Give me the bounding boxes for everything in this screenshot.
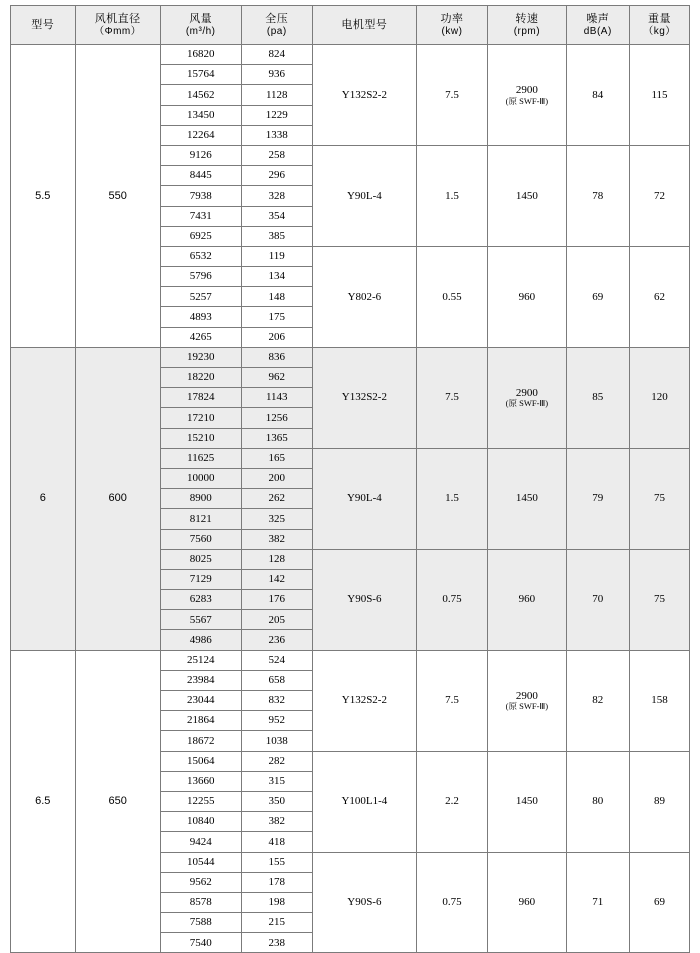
cell-air-flow: 25124 [160, 650, 241, 670]
cell-air-flow: 15064 [160, 751, 241, 771]
cell-total-pressure: 936 [241, 65, 312, 85]
column-header-title: 全压 [265, 12, 289, 25]
cell-noise: 69 [566, 246, 629, 347]
cell-air-flow: 10000 [160, 468, 241, 488]
column-header-title: 功率 [440, 12, 464, 25]
column-header-unit: （kg） [643, 25, 676, 37]
cell-total-pressure: 128 [241, 549, 312, 569]
cell-air-flow: 8121 [160, 509, 241, 529]
cell-total-pressure: 328 [241, 186, 312, 206]
cell-total-pressure: 165 [241, 448, 312, 468]
table-row [11, 650, 690, 670]
cell-air-flow: 13660 [160, 771, 241, 791]
cell-total-pressure: 155 [241, 852, 312, 872]
cell-weight: 75 [629, 549, 689, 650]
cell-total-pressure: 382 [241, 812, 312, 832]
column-header [11, 6, 76, 45]
cell-power: 7.5 [416, 347, 487, 448]
cell-diameter: 600 [75, 347, 160, 650]
cell-power: 1.5 [416, 145, 487, 246]
cell-air-flow: 8578 [160, 892, 241, 912]
cell-power: 0.75 [416, 852, 487, 953]
cell-total-pressure: 262 [241, 489, 312, 509]
cell-motor-model: Y802-6 [313, 246, 417, 347]
cell-noise: 79 [566, 448, 629, 549]
cell-total-pressure: 382 [241, 529, 312, 549]
cell-rotation-speed [488, 45, 566, 146]
cell-air-flow: 13450 [160, 105, 241, 125]
table-row [11, 347, 690, 367]
cell-air-flow: 16820 [160, 45, 241, 65]
cell-air-flow: 7938 [160, 186, 241, 206]
cell-air-flow: 5796 [160, 267, 241, 287]
cell-air-flow: 9562 [160, 872, 241, 892]
cell-air-flow: 6532 [160, 246, 241, 266]
rpm-value: 1450 [515, 189, 538, 202]
cell-total-pressure: 385 [241, 226, 312, 246]
cell-total-pressure: 200 [241, 468, 312, 488]
cell-total-pressure: 824 [241, 45, 312, 65]
cell-motor-model: Y100L1-4 [313, 751, 417, 852]
column-header-unit: (rpm) [513, 25, 541, 37]
cell-total-pressure: 206 [241, 327, 312, 347]
column-header [75, 6, 160, 45]
cell-rotation-speed [488, 347, 566, 448]
cell-motor-model: Y90S-6 [313, 852, 417, 953]
cell-total-pressure: 832 [241, 691, 312, 711]
cell-air-flow: 19230 [160, 347, 241, 367]
cell-diameter: 550 [75, 45, 160, 348]
rpm-value: 960 [518, 290, 536, 303]
rpm-value: 1450 [515, 795, 538, 808]
cell-motor-model: Y90L-4 [313, 145, 417, 246]
column-header-title: 风机直径 [94, 12, 141, 25]
cell-total-pressure: 350 [241, 791, 312, 811]
cell-air-flow: 12264 [160, 125, 241, 145]
cell-air-flow: 4893 [160, 307, 241, 327]
cell-motor-model: Y90L-4 [313, 448, 417, 549]
cell-total-pressure: 1143 [241, 388, 312, 408]
cell-total-pressure: 315 [241, 771, 312, 791]
cell-power: 7.5 [416, 650, 487, 751]
column-header-title: 风量 [189, 12, 213, 25]
cell-air-flow: 7129 [160, 569, 241, 589]
cell-model: 5.5 [11, 45, 76, 348]
cell-weight: 89 [629, 751, 689, 852]
cell-air-flow: 6925 [160, 226, 241, 246]
header-row [11, 6, 690, 45]
rpm-note: (原 SWF-Ⅲ) [505, 701, 549, 712]
cell-air-flow: 8445 [160, 166, 241, 186]
fan-specification-table [10, 5, 690, 953]
cell-weight: 158 [629, 650, 689, 751]
cell-total-pressure: 148 [241, 287, 312, 307]
cell-total-pressure: 1365 [241, 428, 312, 448]
rpm-value: 1450 [515, 492, 538, 505]
cell-air-flow: 10544 [160, 852, 241, 872]
column-header-unit: （Φmm） [94, 25, 142, 37]
cell-total-pressure: 1128 [241, 85, 312, 105]
cell-power: 2.2 [416, 751, 487, 852]
cell-weight: 120 [629, 347, 689, 448]
column-header [160, 6, 241, 45]
cell-rotation-speed [488, 852, 566, 953]
cell-total-pressure: 524 [241, 650, 312, 670]
cell-noise: 71 [566, 852, 629, 953]
cell-weight: 72 [629, 145, 689, 246]
cell-total-pressure: 215 [241, 913, 312, 933]
column-header-unit: (m³/h) [185, 25, 216, 37]
cell-total-pressure: 238 [241, 933, 312, 953]
cell-weight: 69 [629, 852, 689, 953]
cell-total-pressure: 176 [241, 590, 312, 610]
cell-air-flow: 18672 [160, 731, 241, 751]
cell-air-flow: 21864 [160, 711, 241, 731]
cell-total-pressure: 658 [241, 670, 312, 690]
cell-rotation-speed [488, 448, 566, 549]
cell-total-pressure: 282 [241, 751, 312, 771]
cell-motor-model: Y132S2-2 [313, 45, 417, 146]
cell-air-flow: 15764 [160, 65, 241, 85]
column-header-unit: (kw) [441, 25, 463, 37]
cell-air-flow: 7431 [160, 206, 241, 226]
cell-total-pressure: 1038 [241, 731, 312, 751]
rpm-value: 2900 [515, 386, 538, 399]
cell-noise: 82 [566, 650, 629, 751]
cell-air-flow: 7588 [160, 913, 241, 933]
cell-air-flow: 4265 [160, 327, 241, 347]
cell-air-flow: 9424 [160, 832, 241, 852]
cell-air-flow: 6283 [160, 590, 241, 610]
column-header-title: 转速 [515, 12, 539, 25]
cell-weight: 75 [629, 448, 689, 549]
cell-air-flow: 18220 [160, 368, 241, 388]
cell-total-pressure: 142 [241, 569, 312, 589]
column-header [241, 6, 312, 45]
cell-motor-model: Y132S2-2 [313, 347, 417, 448]
cell-motor-model: Y132S2-2 [313, 650, 417, 751]
cell-motor-model: Y90S-6 [313, 549, 417, 650]
cell-total-pressure: 418 [241, 832, 312, 852]
cell-rotation-speed [488, 246, 566, 347]
cell-model: 6.5 [11, 650, 76, 953]
column-header [629, 6, 689, 45]
cell-total-pressure: 205 [241, 610, 312, 630]
cell-air-flow: 17210 [160, 408, 241, 428]
column-header-unit: (pa) [266, 25, 287, 37]
cell-noise: 70 [566, 549, 629, 650]
cell-air-flow: 10840 [160, 812, 241, 832]
table-body [11, 45, 690, 953]
cell-air-flow: 7560 [160, 529, 241, 549]
cell-weight: 115 [629, 45, 689, 146]
cell-total-pressure: 258 [241, 145, 312, 165]
cell-total-pressure: 1256 [241, 408, 312, 428]
cell-rotation-speed [488, 650, 566, 751]
cell-total-pressure: 198 [241, 892, 312, 912]
cell-total-pressure: 178 [241, 872, 312, 892]
cell-total-pressure: 1338 [241, 125, 312, 145]
cell-noise: 80 [566, 751, 629, 852]
cell-total-pressure: 1229 [241, 105, 312, 125]
cell-rotation-speed [488, 549, 566, 650]
cell-total-pressure: 325 [241, 509, 312, 529]
table-header [11, 6, 690, 45]
cell-total-pressure: 952 [241, 711, 312, 731]
cell-total-pressure: 236 [241, 630, 312, 650]
cell-air-flow: 15210 [160, 428, 241, 448]
cell-total-pressure: 962 [241, 368, 312, 388]
column-header-title: 电机型号 [341, 18, 388, 31]
cell-power: 0.75 [416, 549, 487, 650]
column-header [566, 6, 629, 45]
cell-model: 6 [11, 347, 76, 650]
cell-air-flow: 12255 [160, 791, 241, 811]
column-header-title: 重量 [647, 12, 671, 25]
table-row [11, 45, 690, 65]
rpm-note: (原 SWF-Ⅲ) [505, 95, 549, 106]
cell-air-flow: 17824 [160, 388, 241, 408]
cell-air-flow: 5257 [160, 287, 241, 307]
column-header [488, 6, 566, 45]
cell-air-flow: 4986 [160, 630, 241, 650]
cell-air-flow: 8900 [160, 489, 241, 509]
cell-rotation-speed [488, 751, 566, 852]
cell-diameter: 650 [75, 650, 160, 953]
column-header [313, 6, 417, 45]
cell-total-pressure: 134 [241, 267, 312, 287]
rpm-value: 2900 [515, 689, 538, 702]
cell-weight: 62 [629, 246, 689, 347]
cell-air-flow: 7540 [160, 933, 241, 953]
cell-power: 7.5 [416, 45, 487, 146]
cell-rotation-speed [488, 145, 566, 246]
cell-noise: 85 [566, 347, 629, 448]
cell-air-flow: 5567 [160, 610, 241, 630]
cell-noise: 78 [566, 145, 629, 246]
cell-total-pressure: 119 [241, 246, 312, 266]
rpm-value: 960 [518, 896, 536, 909]
cell-total-pressure: 836 [241, 347, 312, 367]
column-header-title: 噪声 [586, 12, 610, 25]
cell-air-flow: 11625 [160, 448, 241, 468]
cell-total-pressure: 296 [241, 166, 312, 186]
cell-air-flow: 14562 [160, 85, 241, 105]
column-header-unit: dB(A) [583, 25, 612, 37]
rpm-value: 2900 [515, 83, 538, 96]
rpm-value: 960 [518, 593, 536, 606]
cell-air-flow: 9126 [160, 145, 241, 165]
cell-total-pressure: 354 [241, 206, 312, 226]
cell-power: 1.5 [416, 448, 487, 549]
cell-total-pressure: 175 [241, 307, 312, 327]
column-header-title: 型号 [31, 18, 55, 31]
column-header [416, 6, 487, 45]
cell-power: 0.55 [416, 246, 487, 347]
cell-air-flow: 23984 [160, 670, 241, 690]
cell-air-flow: 23044 [160, 691, 241, 711]
cell-noise: 84 [566, 45, 629, 146]
rpm-note: (原 SWF-Ⅲ) [505, 398, 549, 409]
cell-air-flow: 8025 [160, 549, 241, 569]
